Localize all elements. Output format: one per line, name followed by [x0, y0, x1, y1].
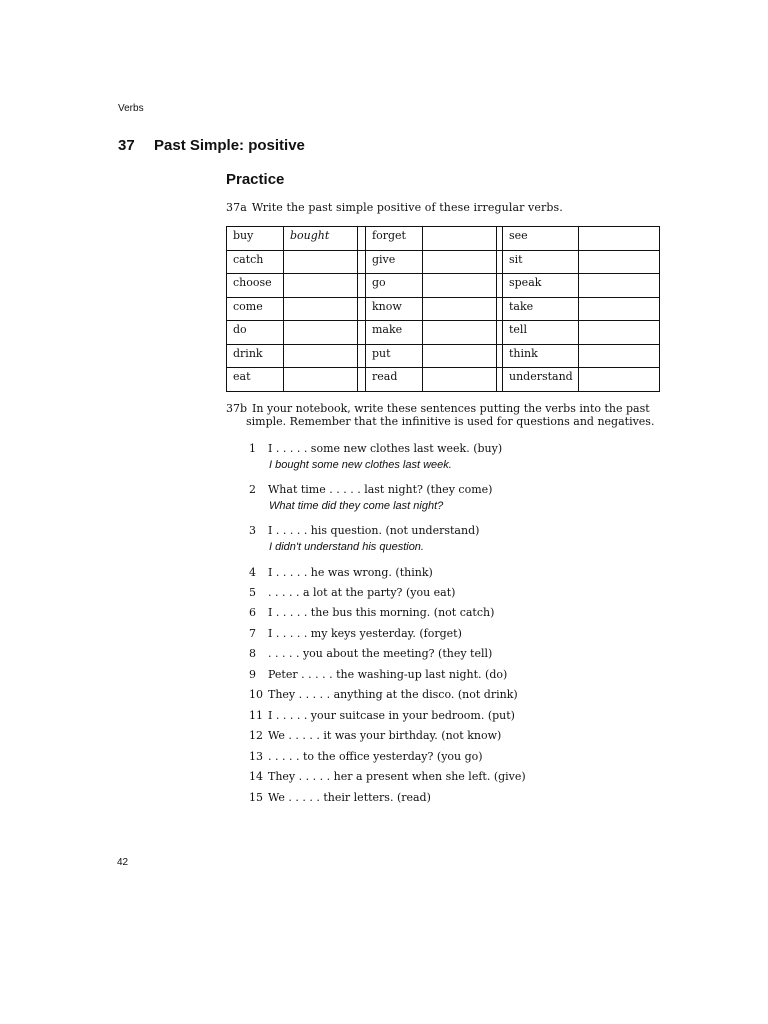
sentence-item	[249, 668, 507, 681]
sentence-item	[249, 627, 462, 640]
sentence-number: 7	[249, 627, 256, 640]
example-answer: I didn't understand his question.	[269, 541, 424, 553]
sentence-item	[249, 688, 518, 701]
past-simple-answer-cell[interactable]	[284, 321, 358, 345]
past-simple-answer-cell[interactable]	[423, 321, 497, 345]
past-simple-answer-cell[interactable]	[284, 274, 358, 298]
sentence-number: 12	[249, 729, 263, 742]
unit-title: Past Simple: positive	[154, 137, 305, 154]
infinitive-cell: speak	[503, 274, 579, 298]
past-simple-answer-cell[interactable]	[579, 250, 660, 274]
verb-table-row	[227, 368, 660, 392]
verb-table-row	[227, 344, 660, 368]
infinitive-cell: put	[366, 344, 423, 368]
sentence-number: 4	[249, 566, 256, 579]
infinitive-cell: tell	[503, 321, 579, 345]
sentence-item	[249, 647, 492, 660]
table-column-gap	[358, 250, 366, 274]
infinitive-cell: catch	[227, 250, 284, 274]
sentence-text: What time . . . . . last night? (they come)	[268, 483, 493, 496]
unit-heading	[118, 137, 305, 154]
sentence-number: 2	[249, 483, 256, 496]
sentence-text: Peter . . . . . the washing-up last night. (do)	[268, 668, 508, 681]
exercise-a-text: Write the past simple positive of these irregular verbs.	[251, 201, 563, 214]
sentence-text: I . . . . . he was wrong. (think)	[268, 566, 433, 579]
past-simple-answer-cell[interactable]	[423, 297, 497, 321]
verb-table-row	[227, 297, 660, 321]
infinitive-cell: give	[366, 250, 423, 274]
sentence-text: . . . . . a lot at the party? (you eat)	[268, 586, 456, 599]
exercise-a-instruction	[226, 201, 563, 214]
sentence-item	[249, 586, 455, 599]
past-simple-answer-cell[interactable]	[423, 344, 497, 368]
verb-table	[226, 226, 660, 392]
infinitive-cell: take	[503, 297, 579, 321]
sentence-number: 5	[249, 586, 256, 599]
exercise-b-label: 37b	[226, 402, 248, 415]
running-head: Verbs	[118, 103, 144, 114]
sentence-text: . . . . . to the office yesterday? (you go)	[268, 750, 483, 763]
infinitive-cell: drink	[227, 344, 284, 368]
infinitive-cell: eat	[227, 368, 284, 392]
sentence-text: We . . . . . their letters. (read)	[268, 791, 431, 804]
sentence-text: They . . . . . anything at the disco. (not drink)	[268, 688, 518, 701]
sentence-item	[249, 566, 433, 579]
past-simple-answer-cell[interactable]	[284, 297, 358, 321]
table-column-gap	[358, 227, 366, 251]
past-simple-answer-cell[interactable]	[579, 368, 660, 392]
verb-table-row	[227, 274, 660, 298]
page-number: 42	[117, 857, 129, 868]
infinitive-cell: read	[366, 368, 423, 392]
past-simple-answer-cell[interactable]	[423, 274, 497, 298]
past-simple-answer-cell[interactable]	[423, 368, 497, 392]
infinitive-cell: see	[503, 227, 579, 251]
table-column-gap	[358, 344, 366, 368]
infinitive-cell: buy	[227, 227, 284, 251]
example-answer: What time did they come last night?	[269, 500, 444, 512]
sentence-number: 13	[249, 750, 263, 763]
infinitive-cell: understand	[503, 368, 579, 392]
sentence-number: 10	[249, 688, 263, 701]
past-simple-answer-cell[interactable]	[579, 344, 660, 368]
table-column-gap	[358, 274, 366, 298]
infinitive-cell: know	[366, 297, 423, 321]
sentence-item	[249, 729, 501, 742]
infinitive-cell: go	[366, 274, 423, 298]
exercise-b-instruction	[226, 402, 666, 428]
sentence-number: 11	[249, 709, 263, 722]
sentence-number: 8	[249, 647, 256, 660]
sentence-item	[249, 709, 515, 722]
verb-table-row	[227, 321, 660, 345]
sentence-item	[249, 524, 479, 553]
past-simple-answer-cell[interactable]	[579, 321, 660, 345]
sentence-text: I . . . . . some new clothes last week. (buy)	[268, 442, 503, 455]
infinitive-cell: make	[366, 321, 423, 345]
past-simple-answer-cell[interactable]	[423, 250, 497, 274]
sentence-number: 1	[249, 442, 256, 455]
infinitive-cell: come	[227, 297, 284, 321]
sentence-text: They . . . . . her a present when she left. (give)	[268, 770, 526, 783]
past-simple-answer-cell[interactable]	[284, 344, 358, 368]
sentence-number: 6	[249, 606, 256, 619]
exercise-b-text-line2: simple. Remember that the infinitive is used for questions and negatives.	[246, 415, 655, 428]
infinitive-cell: think	[503, 344, 579, 368]
sentence-item	[249, 750, 483, 763]
sentence-item	[249, 606, 494, 619]
infinitive-cell: do	[227, 321, 284, 345]
sentence-number: 9	[249, 668, 256, 681]
sentence-item	[249, 791, 431, 804]
infinitive-cell: choose	[227, 274, 284, 298]
sentence-text: . . . . . you about the meeting? (they tell)	[268, 647, 493, 660]
past-simple-answer-cell[interactable]	[579, 227, 660, 251]
sentence-number: 3	[249, 524, 256, 537]
sentence-text: I . . . . . my keys yesterday. (forget)	[268, 627, 462, 640]
example-answer: I bought some new clothes last week.	[269, 459, 452, 471]
sentence-text: I . . . . . the bus this morning. (not catch)	[268, 606, 495, 619]
table-column-gap	[358, 321, 366, 345]
past-simple-answer-cell[interactable]	[423, 227, 497, 251]
sentence-text: I . . . . . your suitcase in your bedroom. (put)	[268, 709, 515, 722]
past-simple-answer-cell[interactable]: bought	[284, 227, 358, 251]
sentence-number: 15	[249, 791, 263, 804]
verb-table-row	[227, 227, 660, 251]
table-column-gap	[358, 297, 366, 321]
past-simple-answer-cell[interactable]	[284, 250, 358, 274]
sentence-text: I . . . . . his question. (not understand)	[268, 524, 480, 537]
past-simple-answer-cell[interactable]	[579, 297, 660, 321]
sentence-item	[249, 483, 492, 512]
past-simple-answer-cell[interactable]	[579, 274, 660, 298]
sentence-item	[249, 770, 526, 783]
sentence-text: We . . . . . it was your birthday. (not know)	[268, 729, 502, 742]
practice-heading: Practice	[226, 171, 285, 188]
sentence-item	[249, 442, 502, 471]
sentence-number: 14	[249, 770, 263, 783]
unit-number: 37	[118, 137, 135, 154]
exercise-b-text-line1: In your notebook, write these sentences putting the verbs into the past	[252, 402, 650, 415]
infinitive-cell: forget	[366, 227, 423, 251]
past-simple-answer-cell[interactable]	[284, 368, 358, 392]
verb-table-row	[227, 250, 660, 274]
table-column-gap	[358, 368, 366, 392]
infinitive-cell: sit	[503, 250, 579, 274]
exercise-a-label: 37a	[226, 201, 247, 214]
